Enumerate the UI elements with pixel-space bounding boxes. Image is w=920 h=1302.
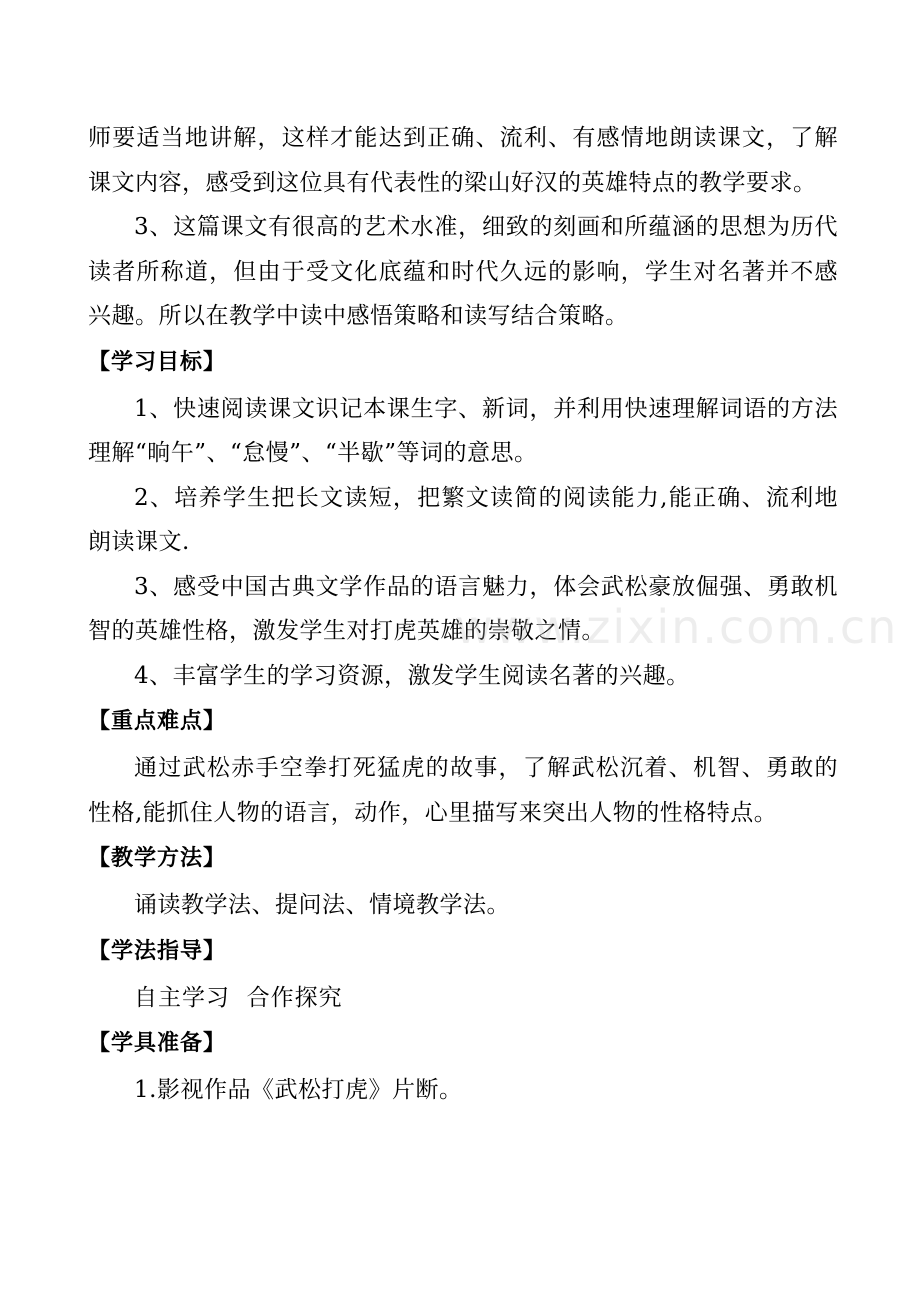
goal-item-4: 4、丰富学生的学习资源，激发学生阅读名著的兴趣。 — [134, 662, 690, 689]
heading-study-guide: 【学法指导】 — [88, 938, 227, 964]
heading-teaching-method: 【教学方法】 — [88, 846, 227, 871]
heading-learning-goals: 【学习目标】 — [88, 349, 227, 375]
materials-text: 1.影视作品《武松打虎》片断。 — [134, 1077, 463, 1103]
teaching-method-text: 诵读教学法、提问法、情境教学法。 — [134, 892, 510, 918]
watermark: www.zixin.com.cn — [455, 600, 899, 654]
paragraph-continuation: 师要适当地讲解，这样才能达到正确、流利、有感情地朗读课文，了解课文内容，感受到这位具有代表性的梁山好汉的英雄特点的教学要求。 — [88, 125, 838, 196]
goal-item-2: 2、培养学生把长文读短，把繁文读简的阅读能力,能正确、流利地朗读课文. — [88, 484, 838, 555]
heading-materials: 【学具准备】 — [88, 1031, 227, 1056]
paragraph-point-3: 3、这篇课文有很高的艺术水准，细致的刻画和所蕴涵的思想为历代读者所称道，但由于受文化底蕴和时代久远的影响，学生对名著并不感兴趣。所以在教学中读中感悟策略和读写结合策略。 — [88, 214, 838, 329]
goal-item-3: 3、感受中国古典文学作品的语言魅力，体会武松豪放倔强、勇敢机智的英雄性格，激发学生对打虎英雄的崇敬之情。 — [88, 573, 838, 644]
heading-key-points: 【重点难点】 — [88, 709, 227, 734]
study-guide-text: 自主学习 合作探究 — [134, 984, 343, 1011]
key-points-text: 通过武松赤手空拳打死猛虎的故事，了解武松沉着、机智、勇敢的性格,能抓住人物的语言，动作，心里描写来突出人物的性格特点。 — [88, 755, 838, 826]
document-page — [88, 116, 838, 1113]
goal-item-1: 1、快速阅读课文识记本课生字、新词，并利用快速理解词语的方法理解“晌午”、“怠慢”、“半歇”等词的意思。 — [88, 395, 838, 466]
